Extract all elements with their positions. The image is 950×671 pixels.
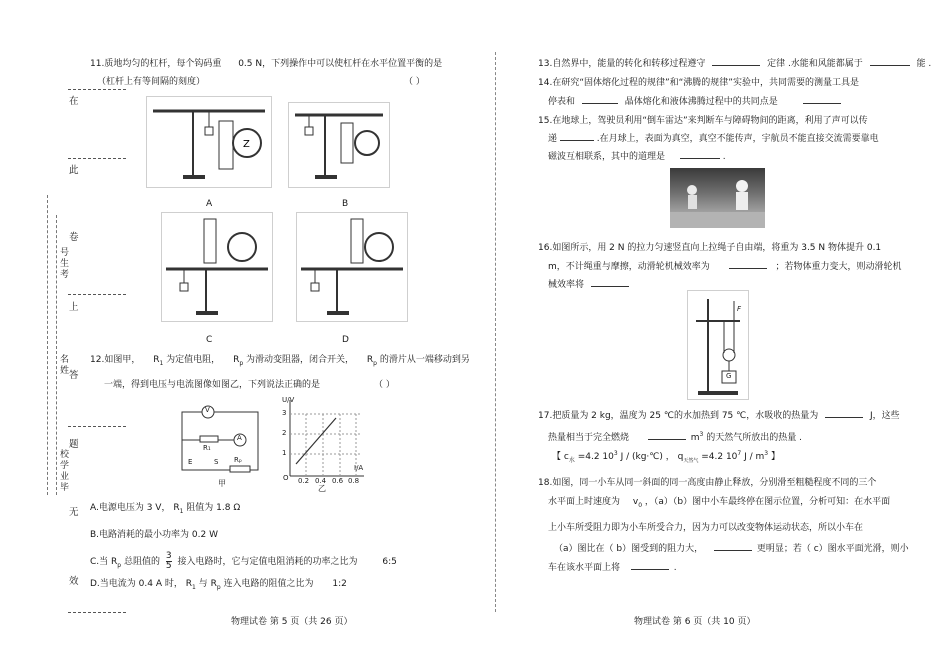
q14-line1: 14.在研究“固体熔化过程的规律”和“沸腾的规律”实验中，共同需要的测量工具是 [538, 78, 859, 88]
pulley-force-label: F [737, 305, 742, 313]
q17-blank-2[interactable] [648, 439, 686, 440]
q15-text-e: . [722, 152, 726, 162]
q12-option-c-text3: 接入电路时，它与定值电阻消耗的功率之比为 [177, 557, 358, 567]
margin-dash-2 [68, 158, 126, 159]
graph-y-tick-2: 2 [282, 429, 287, 437]
graph-x-tick-04: 0.4 [315, 477, 327, 485]
q12-mid2: 为滑动变阻器，闭合开关， [246, 355, 355, 365]
graph-x-tick-08: 0.8 [348, 477, 360, 485]
margin-label-zai: 在 [69, 96, 79, 107]
q12-option-d-text2: 与 [198, 579, 208, 589]
circuit-caption: 甲 [218, 479, 226, 488]
lever-figure-d [296, 212, 408, 322]
margin-label-ci: 此 [69, 165, 79, 176]
q11-line2: （杠杆上有等间隔的刻度） [97, 77, 206, 87]
q17-text-k: 】 [771, 452, 781, 462]
lever-diagram-a [147, 97, 271, 187]
q14-text-b: 停表和 [548, 97, 576, 107]
q17-sup-3: 3 [699, 431, 704, 438]
q18-blank-1[interactable] [714, 550, 752, 551]
q17-text-d: m [690, 433, 700, 443]
q12-option-d-text1: D.当电流为 0.4 A 时， R [90, 579, 192, 589]
lever-diagram-c [162, 213, 272, 321]
margin-label-shang: 上 [69, 302, 79, 313]
q12-option-a: A.电源电压为 3 V， $R_1$ 阻值为 1.8 Ω [90, 503, 241, 515]
q12-option-d-text3: 连入电路的阻值之比为 [223, 579, 314, 589]
q17-sup-j: 3 [764, 450, 769, 457]
margin-field-candidate-no[interactable]: 号生考 [60, 248, 70, 280]
q16-blank-1[interactable] [729, 268, 767, 269]
q18-line2 [548, 496, 890, 512]
q18-text-h: . [673, 563, 677, 573]
q15-blank-1[interactable] [560, 140, 594, 141]
q15-text-d: 磁波互相联系，其中的道理是 [548, 152, 666, 162]
circuit-s-label: S [214, 458, 219, 466]
q18-text-e: （a）图比在（ b）图受到的阻力大， [554, 544, 704, 554]
q12-line2: 一端，得到电压与电流图像如图乙，下列说法正确的是 [104, 380, 321, 390]
margin-dash-3 [68, 294, 126, 295]
q12-option-b: B.电路消耗的最小功率为 0.2 W [90, 530, 218, 540]
circuit-r1-label: R₁ [203, 444, 211, 452]
q17-sub-water: 水 [568, 456, 575, 464]
margin-label-juan: 卷 [69, 232, 79, 243]
margin-line-b [56, 215, 57, 495]
q17-sup-g: 3 [613, 450, 618, 457]
q16-line1: 16.如图所示，用 2 N 的拉力匀速竖直向上拉绳子自由端，将重为 3.5 N 物体提升 0.1 [538, 243, 882, 253]
q12-rp: R [233, 355, 240, 365]
q16-line2 [548, 261, 902, 273]
q17-text-j: J / m [744, 452, 765, 462]
q13-text-c: 能 . [916, 59, 932, 69]
lever-figure-c [161, 212, 273, 322]
lever-figure-a [146, 96, 272, 188]
q12-option-a-text: A.电源电压为 3 V， R [90, 503, 180, 513]
graph-y-tick-1: 1 [282, 449, 287, 457]
q18-text-b: 水平面上时速度为 [548, 497, 621, 507]
graph-y-label: U/V [282, 396, 295, 404]
q15-line1: 15.在地球上，驾驶员利用“倒车雷达”来判断车与障碍物间的距离，利用了声可以传 [538, 116, 868, 126]
fraction-denominator: 5 [165, 561, 172, 571]
pulley-figure [687, 290, 749, 400]
q14-blank-2[interactable] [803, 103, 841, 104]
q17-text-h: J / (kg·℃) ， q [620, 452, 684, 462]
q17-line3 [552, 448, 780, 467]
margin-dash-4 [68, 426, 126, 427]
graph-x-tick-06: 0.6 [332, 477, 344, 485]
margin-label-da: 答 [69, 370, 79, 381]
lever-diagram-d [297, 213, 407, 321]
q17-text-g: =4.2 10 [577, 452, 614, 462]
right-page-footer: 物理试卷 第 6 页（共 10 页） [634, 617, 756, 627]
q18-text-g: 车在该水平面上将 [548, 563, 621, 573]
q13-text-b: 定律 .水能和风能都属于 [767, 59, 863, 69]
svg-text:Z: Z [243, 139, 250, 150]
margin-label-xiao: 效 [69, 576, 79, 587]
q12-answer-paren: （ ） [374, 380, 395, 390]
margin-line-a [47, 195, 48, 495]
q14-text-c: 晶体熔化和液体沸腾过程中的共同点是 [624, 97, 778, 107]
q18-text-f: 更明显；若（ c）图水平面光滑，则小 [756, 544, 909, 554]
q12-rp-sub: p [239, 359, 244, 367]
q11-answer-paren: （ ） [404, 77, 425, 87]
pulley-weight-label: G [726, 372, 732, 380]
margin-dash-1 [68, 89, 126, 90]
lever-label-d: D [342, 335, 349, 345]
graph-origin: O [283, 474, 289, 482]
q11-weight: 0.5 N，下列操作中可以使杠杆在水平位置平衡的是 [238, 59, 443, 69]
q17-sup-i: 7 [737, 450, 742, 457]
q18-line1: 18.如图，同一小车从同一斜面的同一高度由静止释放，分别滑至粗糙程度不同的三个 [538, 478, 877, 488]
q16-blank-2[interactable] [591, 286, 629, 287]
graph-x-label: I/A [354, 464, 364, 472]
circuit-diagram [178, 396, 264, 490]
margin-field-school[interactable]: 校学业毕 [60, 450, 70, 493]
circuit-voltmeter-label: V [205, 406, 210, 414]
margin-field-name[interactable]: 名姓 [60, 355, 70, 376]
q12-option-c-value: 6:5 [382, 557, 397, 567]
q12-option-d: D.当电流为 0.4 A 时， $R_1$ 与 $R_p$ 连入电路的阻值之比为 1:2 [90, 579, 347, 591]
q12-option-d-value: 1:2 [332, 579, 347, 589]
astronaut-silhouette [670, 168, 765, 228]
graph-caption: 乙 [318, 484, 326, 493]
q17-line1 [538, 410, 900, 422]
q17-text-a: 17.把质量为 2 kg，温度为 25 ℃的水加热到 75 ℃，水吸收的热量为 [538, 411, 819, 421]
q12-r1-sub: 1 [159, 359, 164, 367]
q18-v0-sub: 0 [638, 501, 643, 509]
graph-x-tick-02: 0.2 [298, 477, 310, 485]
margin-dash-5 [68, 612, 126, 613]
q13-text-a: 13.自然界中，能量的转化和转移过程遵守 [538, 59, 706, 69]
q11-text: 11.质地均匀的杠杆，每个钩码重 [90, 59, 222, 69]
lever-label-c: C [206, 335, 213, 345]
lever-label-b: B [342, 199, 349, 209]
q18-line5 [548, 562, 677, 574]
circuit-svg [178, 396, 264, 490]
q18-v0: v [632, 497, 639, 507]
q16-text-d: 械效率将 [548, 280, 585, 290]
q17-sub-gas: 天然气 [683, 457, 699, 464]
q16-text-b: m，不计绳重与摩擦，动滑轮机械效率为 [548, 262, 710, 272]
q12-option-c: C.当 $R_p$ 总阻值的 $\frac{3}{5}$ 接入电路时，它与定值电阻消耗的功率之比为 6:5 [90, 551, 397, 571]
q15-line2 [548, 133, 879, 145]
q15-text-b: 递 [548, 134, 558, 144]
q15-text-c: .在月球上，表面为真空，真空不能传声，宇航员不能直接交流需要靠电 [596, 134, 879, 144]
q15-line3 [548, 151, 726, 163]
q17-text-c: 热量相当于完全燃烧 [548, 433, 630, 443]
q18-line4 [554, 543, 909, 555]
q12-line1: 12.如图甲， $R_1$ 为定值电阻， $R_p$ 为滑动变阻器，闭合开关， $R_p$ 的滑片从一端移动到另 [90, 355, 470, 367]
circuit-rp-label: Rₚ [234, 456, 242, 464]
q17-text-f: 【 c [552, 452, 569, 462]
fraction-numerator: 3 [165, 551, 172, 561]
q17-text-b: J，这些 [870, 411, 900, 421]
moon-astronaut-photo [670, 168, 765, 228]
q12-mid1: 为定值电阻， [166, 355, 221, 365]
q18-blank-2[interactable] [631, 569, 669, 570]
q17-line2 [548, 429, 802, 444]
q17-blank-1[interactable] [825, 417, 863, 418]
graph-y-tick-3: 3 [282, 409, 287, 417]
q18-text-c: ，（a）（b）图中小车最终停在图示位置，分析可知：在水平面 [644, 497, 891, 507]
circuit-ammeter-label: A [237, 434, 242, 442]
q18-line3: 上小车所受阻力即为小车所受合力，因为力可以改变物体运动状态，所以小车在 [548, 523, 864, 533]
q12-option-c-text1: C.当 [90, 557, 109, 567]
lever-figure-b [288, 102, 390, 188]
margin-label-wu: 无 [69, 507, 79, 518]
q17-text-e: 的天然气所放出的热量 . [706, 433, 802, 443]
q13 [538, 58, 931, 70]
q15-blank-2[interactable] [680, 158, 720, 159]
q12-option-a-text2: 阻值为 1.8 Ω [186, 503, 241, 513]
q12-mid3: 的滑片从一端移动到另 [379, 355, 470, 365]
circuit-e-label: E [188, 458, 193, 466]
q14-blank-1[interactable] [582, 103, 618, 104]
q14-line2 [548, 96, 841, 108]
lever-diagram-b [289, 103, 389, 187]
left-page-footer: 物理试卷 第 5 页（共 26 页） [231, 617, 353, 627]
q11-line1 [90, 58, 442, 70]
q17-text-i: =4.2 10 [701, 452, 738, 462]
lever-label-a: A [206, 199, 213, 209]
margin-label-ti: 题 [69, 439, 79, 450]
q16-text-c: ；若物体重力变大，则动滑轮机 [775, 262, 902, 272]
q13-blank-2[interactable] [870, 65, 910, 66]
q12-r1: R [153, 355, 160, 365]
q12-option-c-text2: 总阻值的 [123, 557, 160, 567]
page-divider [495, 52, 496, 612]
q13-blank-1[interactable] [712, 65, 760, 66]
q16-line3 [548, 279, 629, 291]
ui-graph [276, 396, 368, 492]
q12-intro: 12.如图甲， [90, 355, 141, 365]
